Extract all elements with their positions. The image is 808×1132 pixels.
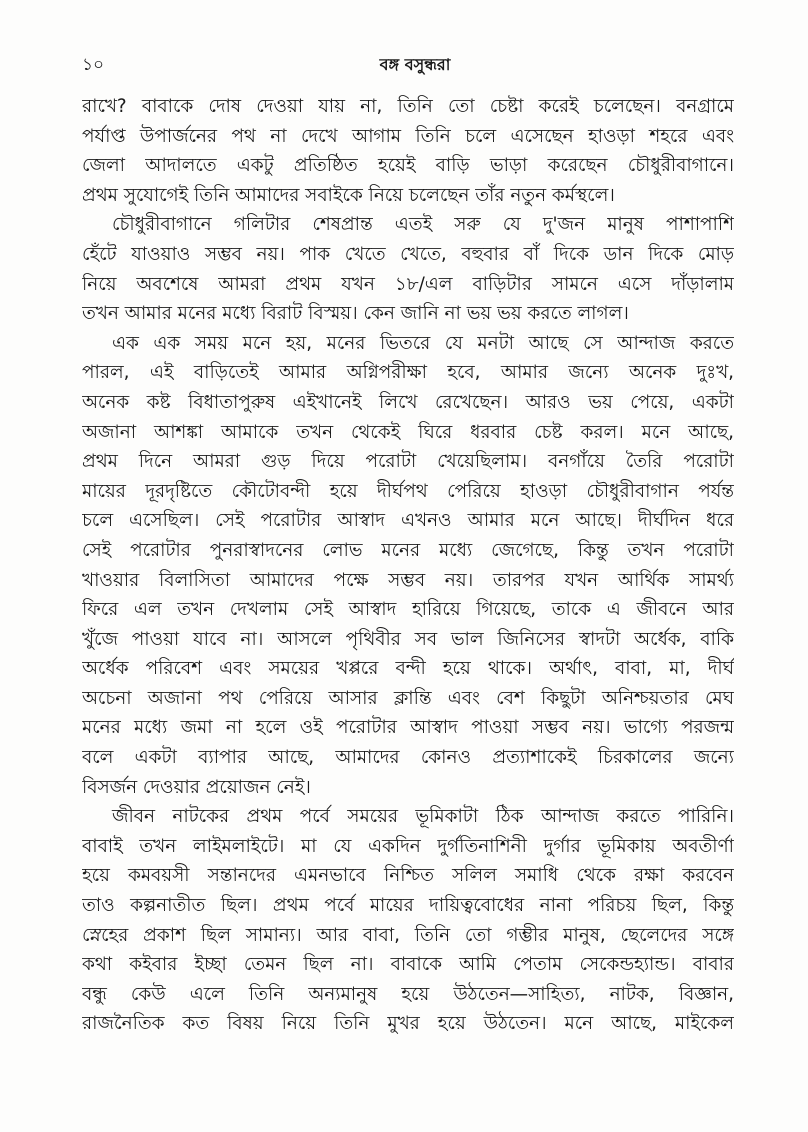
text-line: বন্ধু কেউ এলে তিনি অন্যমানুষ হয়ে উঠতেন—সাহিত্য, নাটক, বিজ্ঞান,: [82, 983, 734, 1005]
text-line: প্রথম সুযোগেই তিনি আমাদের সবাইকে নিয়ে চলেছেন তাঁর নতুন কর্মস্থলে।: [82, 184, 615, 206]
text-line: খুঁজে পাওয়া যাবে না। আসলে পৃথিবীর সব ভাল জিনিসের স্বাদটা অর্ধেক, বাকি: [82, 628, 734, 650]
text-line: বিসর্জন দেওয়ার প্রয়োজন নেই।: [82, 776, 311, 798]
text-line: হেঁটে যাওয়াও সম্ভব নয়। পাক খেতে খেতে, বহুবার বাঁ দিকে ডান দিকে মোড়: [82, 243, 734, 265]
paragraph-start-line: জীবন নাটকের প্রথম পর্বে সময়ের ভূমিকাটা ঠিক আন্দাজ করতে পারিনি।: [112, 806, 734, 828]
page-number: ১০: [82, 55, 105, 75]
text-line: জেলা আদালতে একটু প্রতিষ্ঠিত হয়েই বাড়ি ভাড়া করেছেন চৌধুরীবাগানে।: [82, 155, 734, 177]
paragraph-start-line: চৌধুরীবাগানে গলিটার শেষপ্রান্ত এতই সরু যে দু'জন মানুষ পাশাপাশি: [112, 214, 734, 236]
paragraph-start-line: এক এক সময় মনে হয়, মনের ভিতরে যে মনটা আছে সে আন্দাজ করতে: [112, 332, 734, 354]
text-line: তাও কল্পনাতীত ছিল। প্রথম পর্বে মায়ের দায়িত্ববোধের নানা পরিচয় ছিল, কিন্তু: [82, 895, 734, 917]
text-line: অচেনা অজানা পথ পেরিয়ে আসার ক্লান্তি এবং বেশ কিছুটা অনিশ্চয়তার মেঘ: [82, 687, 734, 709]
text-line: অজানা আশঙ্কা আমাকে তখন থেকেই ঘিরে ধরবার চেষ্ট করল। মনে আছে,: [82, 421, 734, 443]
text-line: রাজনৈতিক কত বিষয় নিয়ে তিনি মুখর হয়ে উঠতেন। মনে আছে, মাইকেল: [82, 1013, 734, 1035]
text-line: পর্যাপ্ত উপার্জনের পথ না দেখে আগাম তিনি চলে এসেছেন হাওড়া শহরে এবং: [82, 125, 734, 147]
text-line: বলে একটা ব্যাপার আছে, আমাদের কোনও প্রত্যাশাকেই চিরকালের জন্যে: [82, 747, 734, 769]
body-text: [82, 92, 734, 1039]
text-line: পারল, এই বাড়িতেই আমার অগ্নিপরীক্ষা হবে, আমার জন্যে অনেক দুঃখ,: [82, 362, 734, 384]
text-line: অর্ধেক পরিবেশ এবং সময়ের খপ্পরে বন্দী হয়ে থাকে। অর্থাৎ, বাবা, মা, দীর্ঘ: [82, 658, 734, 680]
text-line: বাবাই তখন লাইমলাইটে। মা যে একদিন দুর্গতিনাশিনী দুর্গার ভূমিকায় অবতীর্ণা: [82, 835, 734, 857]
text-line: রাখে? বাবাকে দোষ দেওয়া যায় না, তিনি তো চেষ্টা করেই চলেছেন। বনগ্রামে: [82, 96, 734, 117]
text-line: খাওয়ার বিলাসিতা আমাদের পক্ষে সম্ভব নয়। তারপর যখন আর্থিক সামর্থ্য: [82, 569, 734, 591]
text-line: অনেক কষ্ট বিধাতাপুরুষ এইখানেই লিখে রেখেছেন। আরও ভয় পেয়ে, একটা: [82, 391, 734, 413]
text-line: তখন আমার মনের মধ্যে বিরাট বিস্ময়। কেন জানি না ভয় ভয় করতে লাগল।: [82, 303, 629, 325]
text-line: নিয়ে অবশেষে আমরা প্রথম যখন ১৮/এল বাড়িটার সামনে এসে দাঁড়ালাম: [82, 273, 734, 295]
text-line: মায়ের দূরদৃষ্টিতে কৌটোবন্দী হয়ে দীর্ঘপথ পেরিয়ে হাওড়া চৌধুরীবাগান পর্যন্ত: [82, 480, 734, 502]
text-line: স্নেহের প্রকাশ ছিল সামান্য। আর বাবা, তিনি তো গম্ভীর মানুষ, ছেলেদের সঙ্গে: [82, 924, 734, 946]
running-head: [82, 52, 748, 80]
book-title: বঙ্গ বসুন্ধরা: [379, 55, 451, 74]
text-line: কথা কইবার ইচ্ছা তেমন ছিল না। বাবাকে আমি পেতাম সেকেন্ডহ্যান্ড। বাবার: [82, 954, 734, 976]
text-line: ফিরে এল তখন দেখলাম সেই আস্বাদ হারিয়ে গিয়েছে, তাকে এ জীবনে আর: [82, 599, 734, 621]
text-line: চলে এসেছিল। সেই পরোটার আস্বাদ এখনও আমার মনে আছে। দীর্ঘদিন ধরে: [82, 510, 734, 532]
text-line: মনের মধ্যে জমা না হলে ওই পরোটার আস্বাদ পাওয়া সম্ভব নয়। ভাগ্যে পরজন্ম: [82, 717, 734, 739]
text-line: সেই পরোটার পুনরাস্বাদনের লোভ মনের মধ্যে জেগেছে, কিন্তু তখন পরোটা: [82, 539, 734, 561]
text-line: প্রথম দিনে আমরা গুড় দিয়ে পরোটা খেয়েছিলাম। বনগাঁয়ে তৈরি পরোটা: [82, 451, 734, 473]
text-line: হয়ে কমবয়সী সন্তানদের এমনভাবে নিশ্চিত সলিল সমাধি থেকে রক্ষা করবেন: [82, 865, 734, 887]
